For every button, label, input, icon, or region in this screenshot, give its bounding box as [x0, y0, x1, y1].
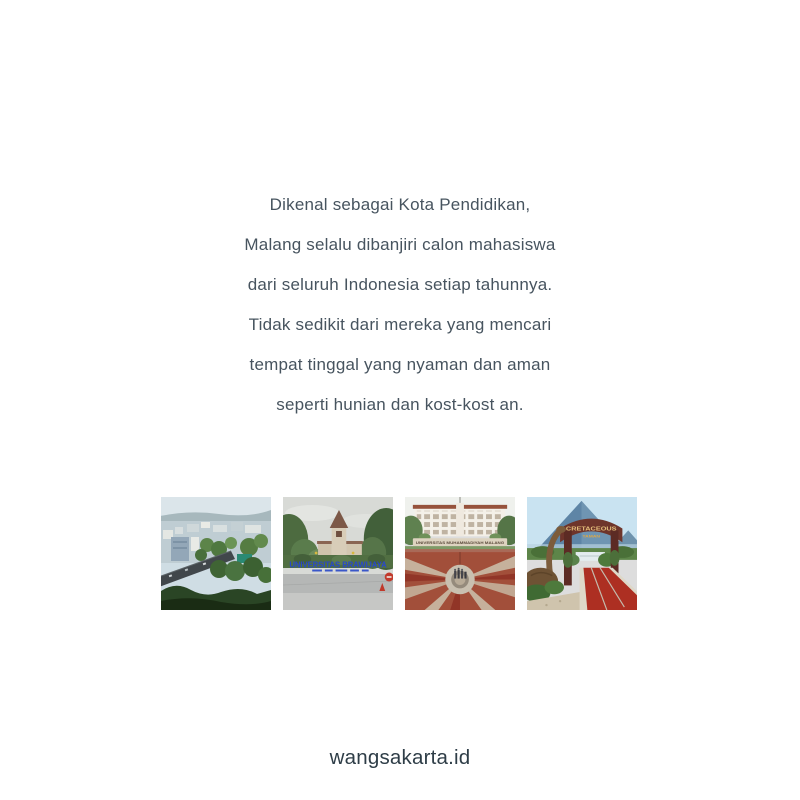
photo-universitas-muhammadiyah-malang [405, 497, 515, 610]
intro-line-6: seperti hunian dan kost-kost an. [276, 395, 524, 414]
universitas-brawijaya-image [283, 497, 393, 610]
cretaceous-sign-text: CRETACEOUS [565, 526, 617, 533]
intro-line-4: Tidak sedikit dari mereka yang mencari [248, 315, 552, 334]
photo-cretaceous-park [527, 497, 637, 610]
intro-paragraph [0, 185, 800, 425]
photo-gallery [161, 497, 637, 610]
footer-brand-text: wangsakarta.id [329, 746, 471, 769]
cretaceous-park-image [527, 497, 637, 610]
footer [0, 744, 800, 772]
ub-sign-text: UNIVERSITAS BRAWIJAYA [289, 560, 387, 570]
cretaceous-sign-subtext: TAMAN [582, 533, 601, 539]
universitas-muhammadiyah-malang-image [405, 497, 515, 610]
umm-sign-text: UNIVERSITAS MUHAMMADIYAH MALANG [415, 540, 505, 546]
intro-line-2: Malang selalu dibanjiri calon mahasiswa [244, 235, 556, 254]
photo-malang-city-aerial [161, 497, 271, 610]
intro-line-5: tempat tinggal yang nyaman dan aman [249, 355, 551, 374]
intro-line-3: dari seluruh Indonesia setiap tahunnya. [247, 275, 553, 294]
malang-city-aerial-image [161, 497, 271, 610]
intro-line-1: Dikenal sebagai Kota Pendidikan, [269, 195, 531, 214]
photo-universitas-brawijaya [283, 497, 393, 610]
